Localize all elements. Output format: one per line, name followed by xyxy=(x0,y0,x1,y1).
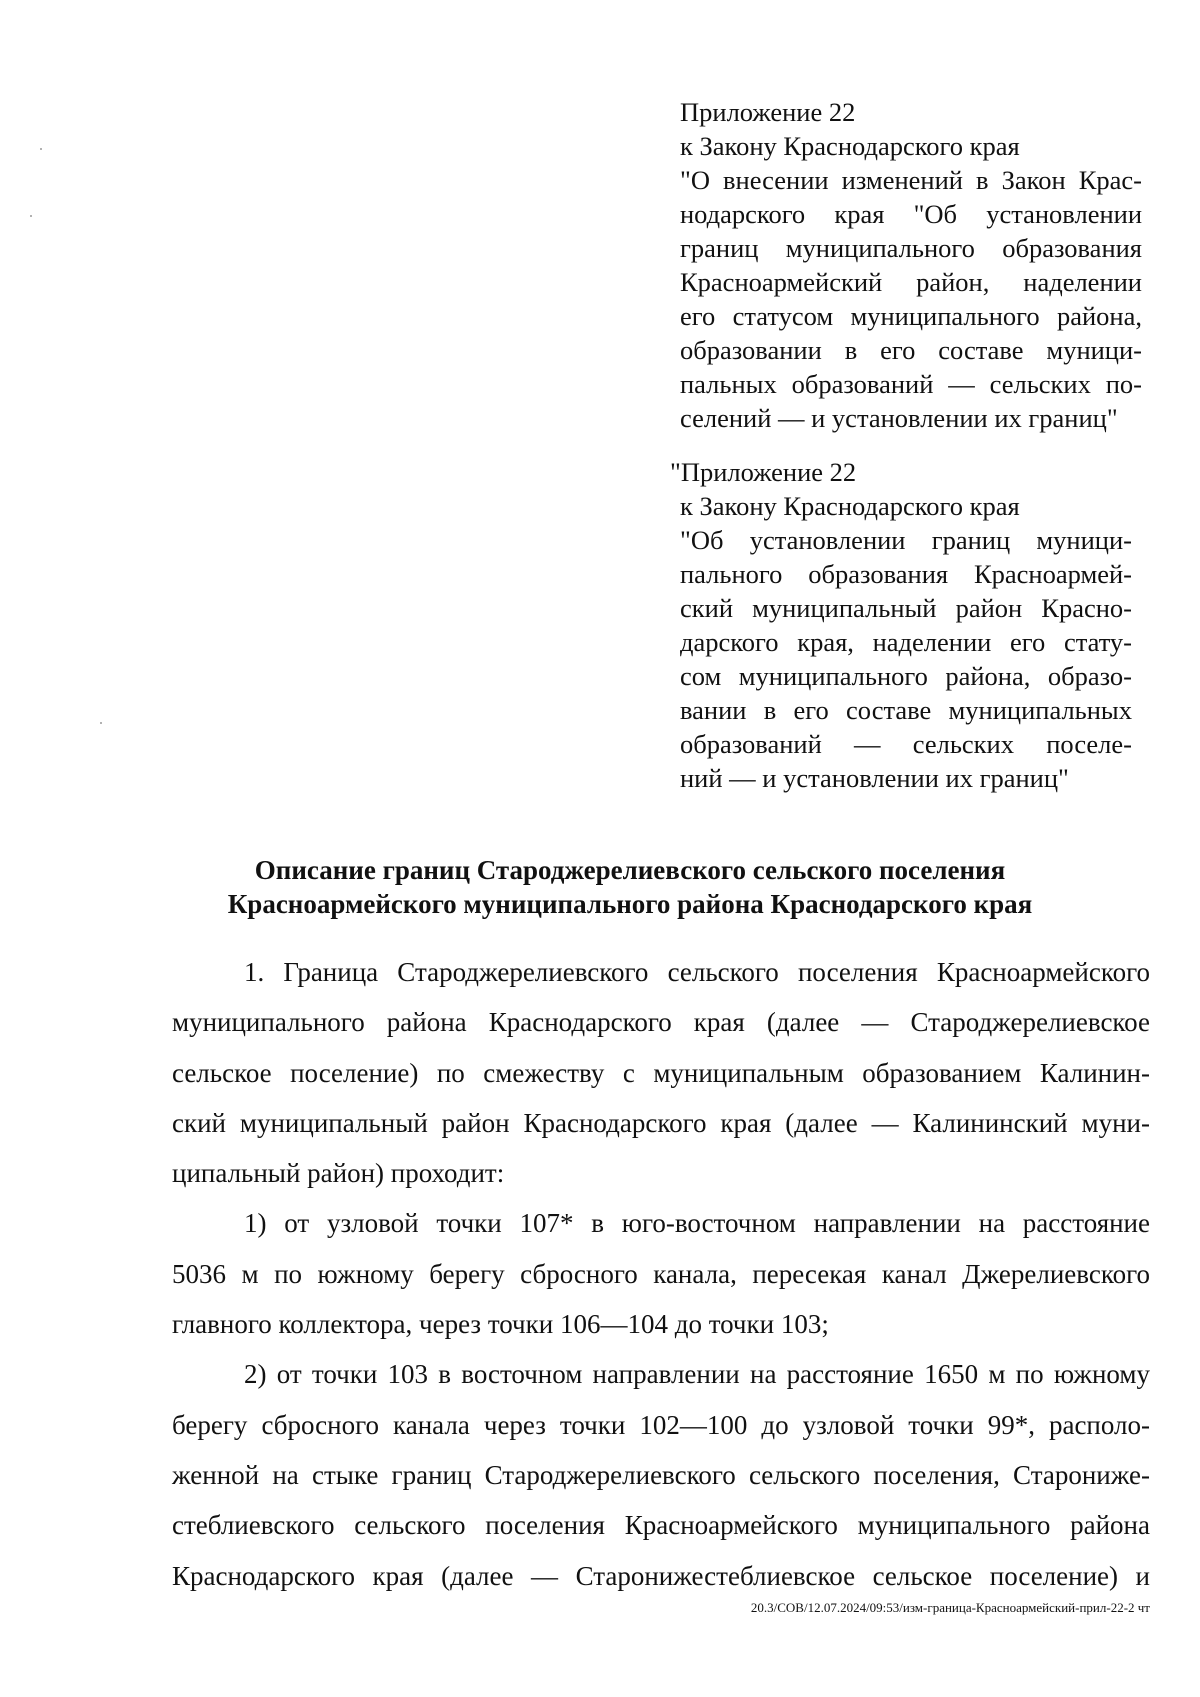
appendix-line: дарского края, наделении его стату- xyxy=(680,627,1132,657)
appendix-line: пального образования Красноармей- xyxy=(680,559,1132,589)
appendix-line: границ муниципального образования xyxy=(680,233,1142,263)
body-line: женной на стыке границ Староджерелиевского сельского поселения, Старониже- xyxy=(172,1459,1150,1490)
appendix-line: нодарского края "Об установлении xyxy=(680,199,1142,229)
appendix-line: сом муниципального района, образо- xyxy=(680,661,1132,691)
appendix-header-original-law xyxy=(670,455,1132,795)
appendix-line: вании в его составе муниципальных xyxy=(680,695,1132,725)
body-line: Краснодарского края (далее — Старонижестеблиевское сельское поселение) и xyxy=(172,1560,1150,1591)
appendix-line: ский муниципальный район Красно- xyxy=(680,593,1132,623)
appendix-line: Красноармейский район, наделении xyxy=(680,267,1142,297)
appendix-line: "Приложение 22 xyxy=(670,457,857,487)
body-line: берегу сбросного канала через точки 102—100 до узловой точки 99*, располо- xyxy=(172,1409,1150,1440)
title-line-1: Описание границ Староджерелиевского сельского поселения xyxy=(254,855,1006,885)
body-line: стеблиевского сельского поселения Красноармейского муниципального района xyxy=(172,1510,1150,1541)
appendix-line: к Закону Краснодарского края xyxy=(680,491,1020,521)
appendix-line: "Об установлении границ муници- xyxy=(680,525,1132,555)
title-line-2: Красноармейского муниципального района Краснодарского края xyxy=(227,889,1033,919)
appendix-line: образований — сельских поселе- xyxy=(680,729,1132,759)
scan-speck xyxy=(40,148,42,150)
body-line: ципальный район) проходит: xyxy=(172,1158,505,1189)
body-line: 2) от точки 103 в восточном направлении на расстояние 1650 м по южному xyxy=(244,1359,1150,1390)
appendix-line: Приложение 22 xyxy=(680,97,856,127)
body-line: ский муниципальный район Краснодарского края (далее — Калининский муни- xyxy=(172,1107,1150,1138)
appendix-line: к Закону Краснодарского края xyxy=(680,131,1020,161)
document-title xyxy=(120,853,1140,921)
appendix-line: ний — и установлении их границ" xyxy=(680,763,1069,793)
appendix-line: пальных образований — сельских по- xyxy=(680,369,1142,399)
appendix-header-amending-law xyxy=(680,95,1142,435)
appendix-line: селений — и установлении их границ" xyxy=(680,403,1118,433)
body-line: 5036 м по южному берегу сбросного канала, пересекая канал Джерелиевского xyxy=(172,1258,1150,1289)
footer-document-code: 20.3/СОВ/12.07.2024/09:53/изм-граница-Красноармейский-прил-22-2 чт xyxy=(750,1600,1150,1615)
body-line: 1) от узловой точки 107* в юго-восточном направлении на расстояние xyxy=(244,1208,1150,1239)
body-line: главного коллектора, через точки 106—104 до точки 103; xyxy=(172,1309,829,1340)
appendix-line: его статусом муниципального района, xyxy=(680,301,1142,331)
body-line: муниципального района Краснодарского края (далее — Староджерелиевское xyxy=(172,1007,1150,1038)
scan-speck xyxy=(30,215,32,217)
document-body xyxy=(172,947,1150,1601)
scan-speck xyxy=(100,722,102,724)
appendix-line: "О внесении изменений в Закон Крас- xyxy=(680,165,1142,195)
appendix-line: образовании в его составе муници- xyxy=(680,335,1142,365)
body-line: 1. Граница Староджерелиевского сельского поселения Красноармейского xyxy=(244,957,1150,987)
body-line: сельское поселение) по смежеству с муниципальным образованием Калинин- xyxy=(172,1057,1150,1088)
